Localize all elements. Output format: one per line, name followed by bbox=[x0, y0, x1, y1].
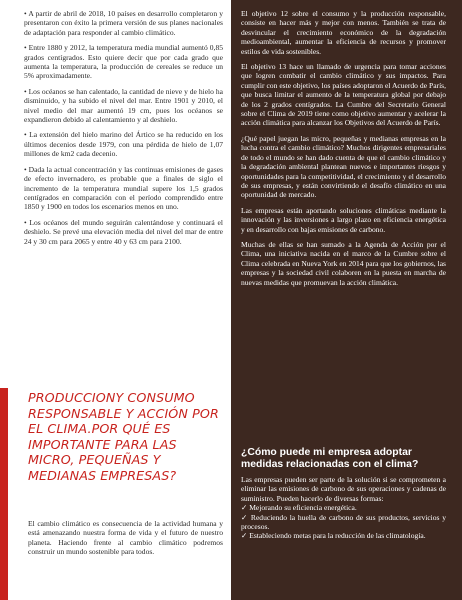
fact-bullet: • Entre 1880 y 2012, la temperatura media mundial aumentó 0,85 grados centígrados. Esto quiere decir que por cada grado que aumenta la temperatura, la producción de cereales se reduce un 5% aproximadamente. bbox=[24, 43, 223, 81]
climate-agenda-paragraph: Muchas de ellas se han sumado a la Agenda de Acción por el Clima, una iniciativa nacida en el marco de la Cumbre sobre el Clima celebrada en Nueva York en 2014 para que los gobiernos, las empresas y la sociedad civil colaboren en la puesta en marcha de nuevas medidas que promuevan la acción climática. bbox=[241, 239, 446, 287]
question-heading: ¿Cómo puede mi empresa adoptar medidas relacionadas con el clima? bbox=[241, 447, 419, 471]
objective-13-paragraph: El objetivo 13 hace un llamado de urgencia para tomar acciones que logren combatir el cambio climático y sus impactos. Para cumplir con este objetivo, los países adoptaron el Acuerdo de París, que busca limitar el aumento de la temperatura global por debajo de los 2 grados centígrados. La Cumbre del Secretario General sobre el Clima de 2019 tiene como objetivo aumentar y acelerar la acción climática para alcanzar los Objetivos del Acuerdo de París. bbox=[241, 62, 446, 128]
right-text-block-top bbox=[241, 9, 446, 293]
fact-bullet: • Los océanos se han calentado, la cantidad de nieve y de hielo ha disminuido, y ha subido el nivel del mar. Entre 1901 y 2010, el nivel medio del mar aumentó 19 cm, pues los océanos se expandieron debido al calentamiento y al deshielo. bbox=[24, 86, 223, 125]
measure-item: ✓ Mejorando su eficiencia energética. bbox=[241, 503, 357, 513]
measure-item: ✓ Estableciendo metas para la reducción de las climatología. bbox=[241, 531, 426, 541]
section-heading: PRODUCCIONY CONSUMO RESPONSABLE Y ACCIÓN POR EL CLIMA.POR QUÉ ES IMPORTANTE PARA LAS MICRO, PEQUEÑAS Y MEDIANAS EMPRESAS? bbox=[28, 390, 219, 483]
objective-12-paragraph: El objetivo 12 sobre el consumo y la producción responsable, consiste en hacer más y mejor con menos. También se trata de desvincular el crecimiento económico de la degradación medioambiental, aumentar la eficiencia de recursos y promover estilos de vida sostenibles. bbox=[241, 9, 446, 56]
measures-list bbox=[241, 503, 446, 541]
facts-list bbox=[24, 9, 223, 252]
climate-solutions-paragraph: Las empresas están aportando soluciones climáticas mediante la innovación y las inversiones a largo plazo en eficiencia energética y en desarrollo con bajas emisiones de carbono. bbox=[241, 205, 446, 234]
smes-role-paragraph: ¿Qué papel juegan las micro, pequeñas y medianas empresas en la lucha contra el cambio climático? Muchos dirigentes empresariales de todo el mundo se han dado cuenta de que el cambio climático y la degradación ambiental plantean nuevos e importantes riesgos y oportunidades para la competitividad, el crecimiento y el desarrollo de sus empresas, y están convirtiendo el desafío climático en una oportunidad de mercado. bbox=[241, 133, 446, 200]
fact-bullet: • La extensión del hielo marino del Ártico se ha reducido en los últimos decenios desde 1979, con una pérdida de hielo de 1,07 millones de km2 cada decenio. bbox=[24, 130, 223, 159]
measures-intro: Las empresas pueden ser parte de la solución si se comprometen a eliminar las emisiones de carbono de sus operaciones y cadenas de suministro. Pueden hacerlo de diversas formas: bbox=[241, 475, 446, 503]
measure-item: ✓ Reduciendo la huella de carbono de sus productos, servicios y procesos. bbox=[241, 512, 446, 532]
fact-bullet: • A partir de abril de 2018, 10 países en desarrollo completaron y presentaron con éxito la primera versión de sus planes nacionales de adaptación para responder al cambio climático. bbox=[24, 9, 223, 37]
red-accent-bar bbox=[0, 388, 8, 600]
fact-bullet: • Dada la actual concentración y las continuas emisiones de gases de efecto invernadero, es probable que a finales de siglo el incremento de la temperatura mundial supere los 1,5 grados centígrados en comparación con el período comprendido entre 1850 y 1900 en todos los escenarios menos en uno. bbox=[24, 164, 223, 212]
closing-paragraph: El cambio climático es consecuencia de la actividad humana y está amenazando nuestra forma de vida y el futuro de nuestro planeta. Haciendo frente al cambio climático podremos construir un mundo sostenible para todos. bbox=[28, 519, 223, 557]
right-text-block-bottom bbox=[241, 475, 446, 541]
fact-bullet: • Los océanos del mundo seguirán calentándose y continuará el deshielo. Se prevé una elevación media del nivel del mar de entre 24 y 30 cm para 2065 y entre 40 y 63 cm para 2100. bbox=[24, 217, 223, 246]
